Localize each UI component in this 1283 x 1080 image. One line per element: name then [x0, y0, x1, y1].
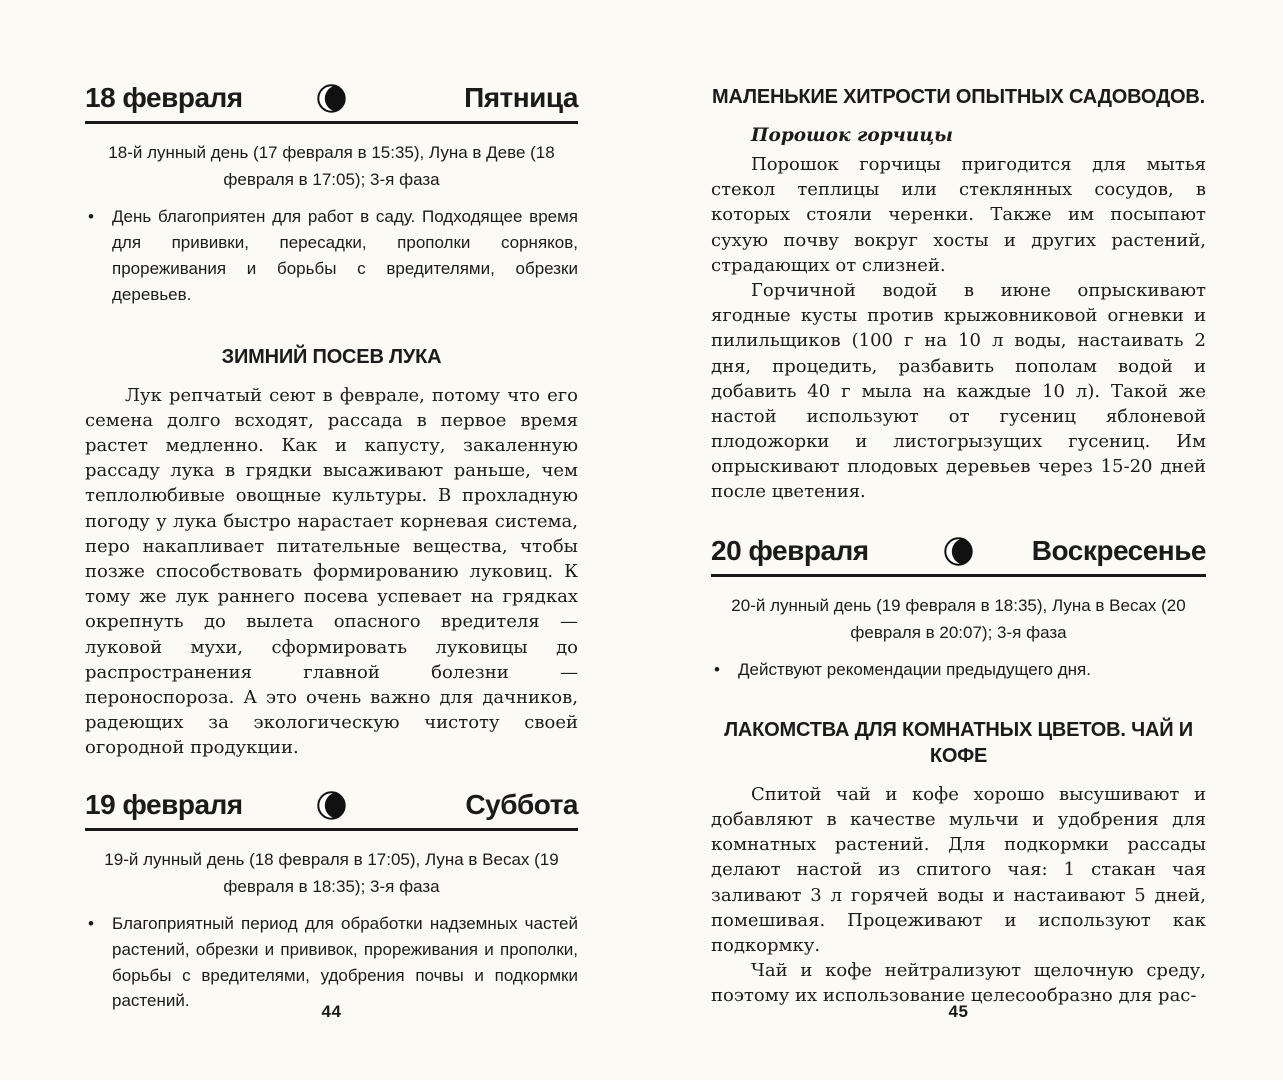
page-right	[711, 0, 1206, 1080]
weekday-label: Пятница	[464, 82, 578, 114]
day-header-19-february	[85, 789, 578, 831]
date-label: 19 февраля	[85, 788, 243, 820]
recommendation-text: Благоприятный период для обработки надземных частей растений, обрезки и прививок, прореживания и прополки, борьбы с вредителями, удобрения почвы и подкормки растений.	[112, 913, 578, 1011]
recommendation-item	[85, 911, 578, 1014]
article-paragraph: Чай и кофе нейтрализуют щелочную среду, поэтому их использование целесообразно для рас-	[711, 960, 1206, 1007]
moon-phase-icon	[942, 535, 975, 568]
recommendation-text: Действуют рекомендации предыдущего дня.	[738, 660, 1091, 680]
day-header-18-february	[85, 82, 578, 124]
lunar-day-info: 20-й лунный день (19 февраля в 18:35), Луна в Весах (20 февраля в 20:07); 3-я фаза	[731, 595, 1186, 642]
article-body: Лук репчатый сеют в феврале, потому что его семена долго всходят, рассада в первое время растет медленно. Как и капусту, закаленную рассаду лука в грядки высаживают раньше, чем теплолюбивые овощные культуры. В прохладную погоду у лука быстро нарастает корневая система, перо накапливает питательные вещества, чтобы позже способствовать формированию луковиц. К тому же лук раннего посева успевает на грядках окрепнуть до вылета опасного вредителя — луковой мухи, сформировать луковицы до распространения главной болезни — пероноспороза. А это очень важно для дачников, радеющих за экологическую чистоту своей огородной продукции.	[85, 384, 578, 759]
lunar-day-info: 19-й лунный день (18 февраля в 17:05), Луна в Весах (19 февраля в 18:35); 3-я фаза	[104, 849, 559, 896]
article-paragraph: Горчичной водой в июне опрыскивают ягодные кусты против крыжовниковой огневки и пилильщиков (100 г на 10 л воды, настаивать 2 дня, процедить, разбавить пополам водой и добавить 40 г мыла на каждые 10 л). Такой же настой используют от гусениц яблоневой плодожорки и листогрызущих гусениц. Им опрыскивают плодовых деревьев через 15-20 дней после цветения.	[711, 279, 1206, 503]
article-paragraph: Спитой чай и кофе хорошо высушивают и добавляют в качестве мульчи и удобрения для комнатных растений. Для подкормки рассады делают настой из спитого чая: 1 стакан чая заливают 3 л горячей воды и настаивают 5 дней, помешивая. Процеживают и используют как подкормку.	[711, 783, 1206, 956]
day-header-20-february	[711, 535, 1206, 577]
article-paragraph: Порошок горчицы пригодится для мытья стекол теплицы или стеклянных сосудов, в которых стояли черенки. Также им посыпают сухую почву вокруг хосты и других растений, страдающих от слизней.	[711, 154, 1206, 276]
article-subtitle-mustard-powder: Порошок горчицы	[751, 125, 954, 146]
article-title-treats: ЛАКОМСТВА ДЛЯ КОМНАТНЫХ ЦВЕТОВ. ЧАЙ И КОФЕ	[724, 718, 1193, 767]
moon-phase-icon	[315, 789, 348, 822]
weekday-label: Суббота	[465, 788, 578, 820]
bullet-icon: •	[714, 660, 720, 680]
page-number: 44	[321, 1002, 342, 1021]
article-title-tips: МАЛЕНЬКИЕ ХИТРОСТИ ОПЫТНЫХ САДОВОДОВ.	[712, 86, 1205, 108]
lunar-day-info: 18-й лунный день (17 февраля в 15:35), Луна в Деве (18 февраля в 17:05); 3-я фаза	[108, 143, 555, 190]
recommendation-item	[711, 657, 1206, 683]
article-title-winter-onion: ЗИМНИЙ ПОСЕВ ЛУКА	[221, 345, 442, 368]
recommendation-item	[85, 204, 578, 307]
date-label: 20 февраля	[711, 534, 869, 566]
bullet-icon: •	[88, 207, 94, 227]
page-left	[85, 0, 578, 1080]
moon-phase-icon	[315, 82, 348, 115]
page-number: 45	[948, 1002, 969, 1021]
date-label: 18 февраля	[85, 82, 243, 114]
recommendation-text: День благоприятен для работ в саду. Подходящее время для прививки, пересадки, прополки сорняков, прореживания и борьбы с вредителями, обрезки деревьев.	[112, 207, 578, 304]
weekday-label: Воскресенье	[1031, 534, 1206, 566]
bullet-icon: •	[88, 913, 94, 933]
